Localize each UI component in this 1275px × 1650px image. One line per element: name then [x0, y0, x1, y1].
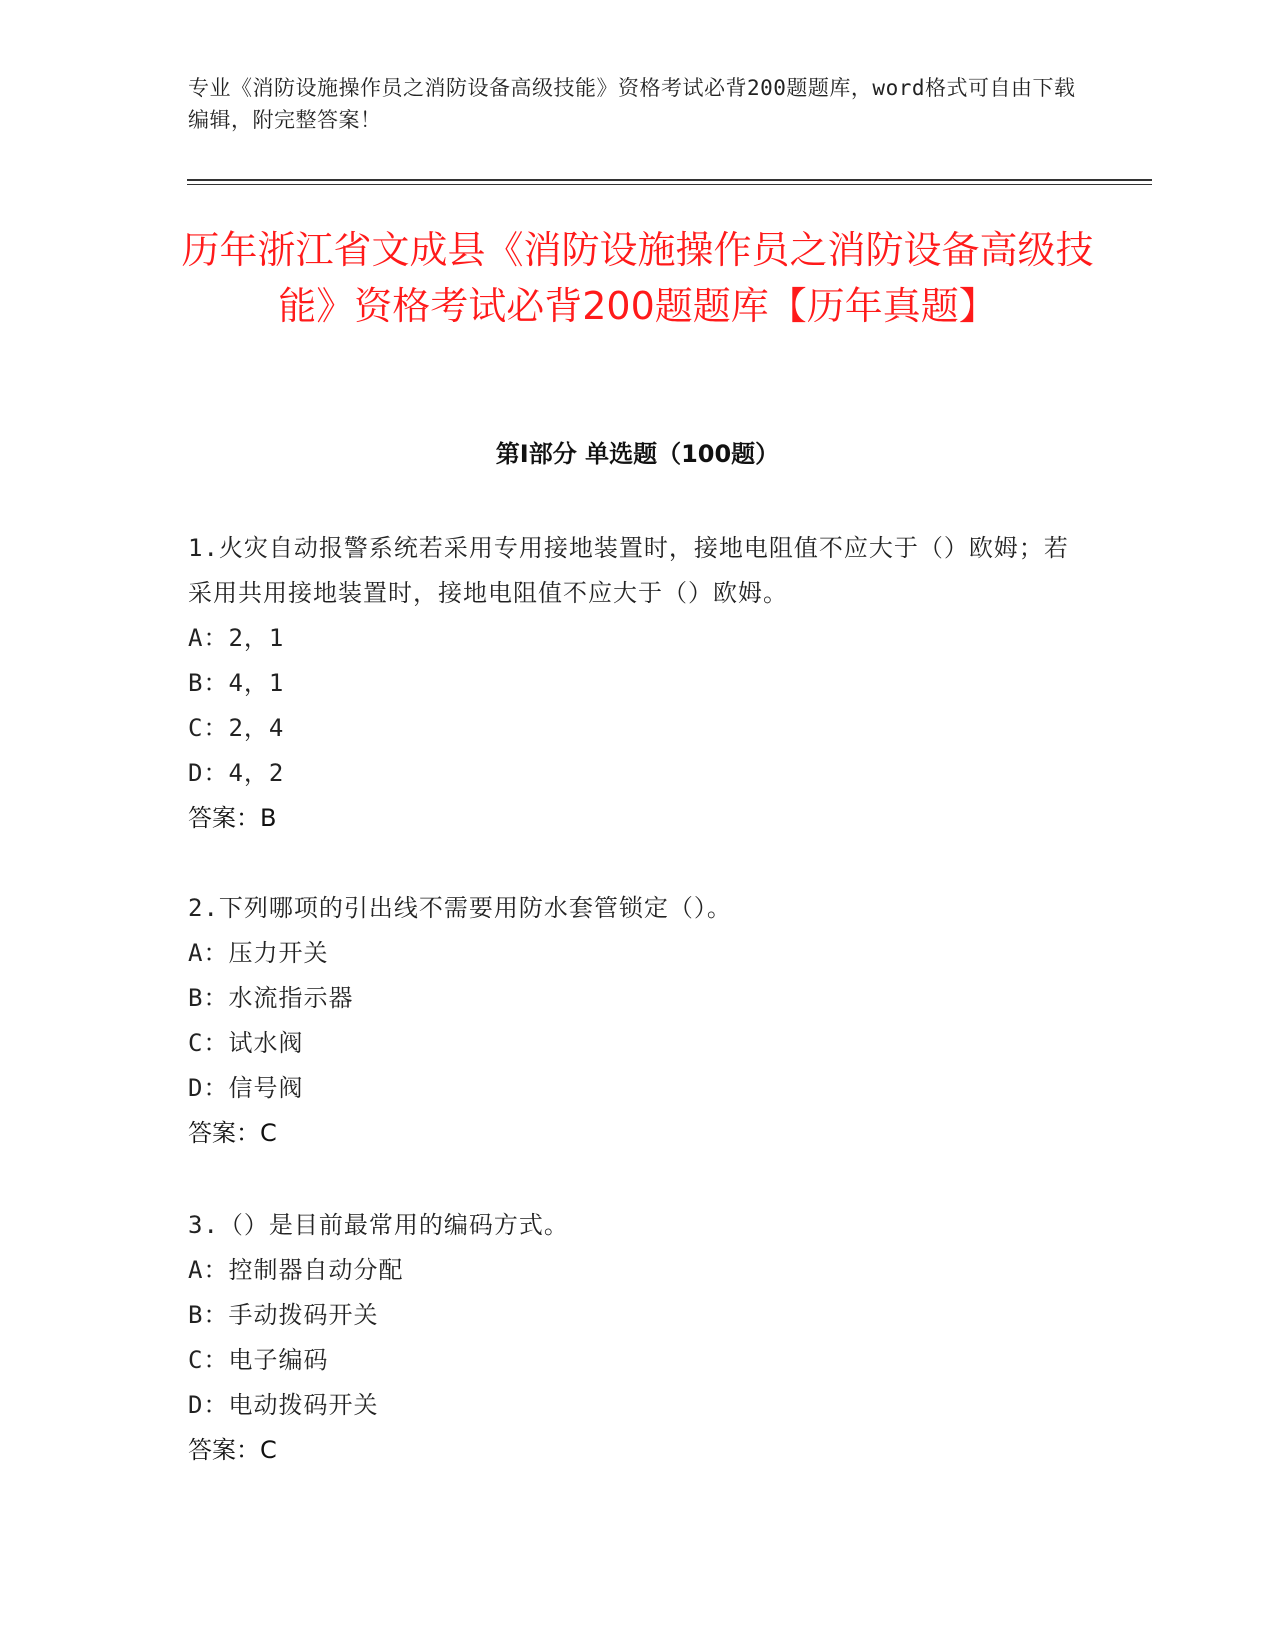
- answer-line: 答案：C: [188, 1119, 277, 1147]
- section-title: 第Ⅰ部分 单选题（100题）: [495, 440, 780, 468]
- answer-line: 答案：C: [188, 1436, 277, 1464]
- answer-line: 答案：B: [188, 804, 277, 832]
- question-3: [188, 1203, 1088, 1473]
- option-b: B：水流指示器: [188, 984, 354, 1012]
- option-c: C：试水阀: [188, 1029, 304, 1057]
- question-stem: 2.下列哪项的引出线不需要用防水套管锁定（）。: [188, 894, 732, 922]
- question-2: [188, 886, 1088, 1156]
- option-c: C：2，4: [188, 714, 285, 742]
- option-d: D：信号阀: [188, 1074, 304, 1102]
- question-stem: 1.火灾自动报警系统若采用专用接地装置时，接地电阻值不应大于（）欧姆；若采用共用接地装置时，接地电阻值不应大于（）欧姆。: [188, 534, 1069, 607]
- option-d: D：电动拨码开关: [188, 1391, 379, 1419]
- header-note: 专业《消防设施操作员之消防设备高级技能》资格考试必背200题题库，word格式可自由下载编辑，附完整答案！: [188, 76, 1076, 132]
- option-a: A：2，1: [188, 624, 285, 652]
- document-title: 历年浙江省文成县《消防设施操作员之消防设备高级技能》资格考试必背200题题库【历年真题】: [181, 228, 1094, 328]
- option-d: D：4，2: [188, 759, 285, 787]
- option-c: C：电子编码: [188, 1346, 329, 1374]
- option-a: A：压力开关: [188, 939, 329, 967]
- option-b: B：4，1: [188, 669, 285, 697]
- header-divider-thick: [187, 179, 1152, 181]
- header-divider-thin: [187, 184, 1152, 185]
- option-b: B：手动拨码开关: [188, 1301, 379, 1329]
- question-stem: 3.（）是目前最常用的编码方式。: [188, 1211, 569, 1239]
- question-1: [188, 526, 1088, 841]
- option-a: A：控制器自动分配: [188, 1256, 404, 1284]
